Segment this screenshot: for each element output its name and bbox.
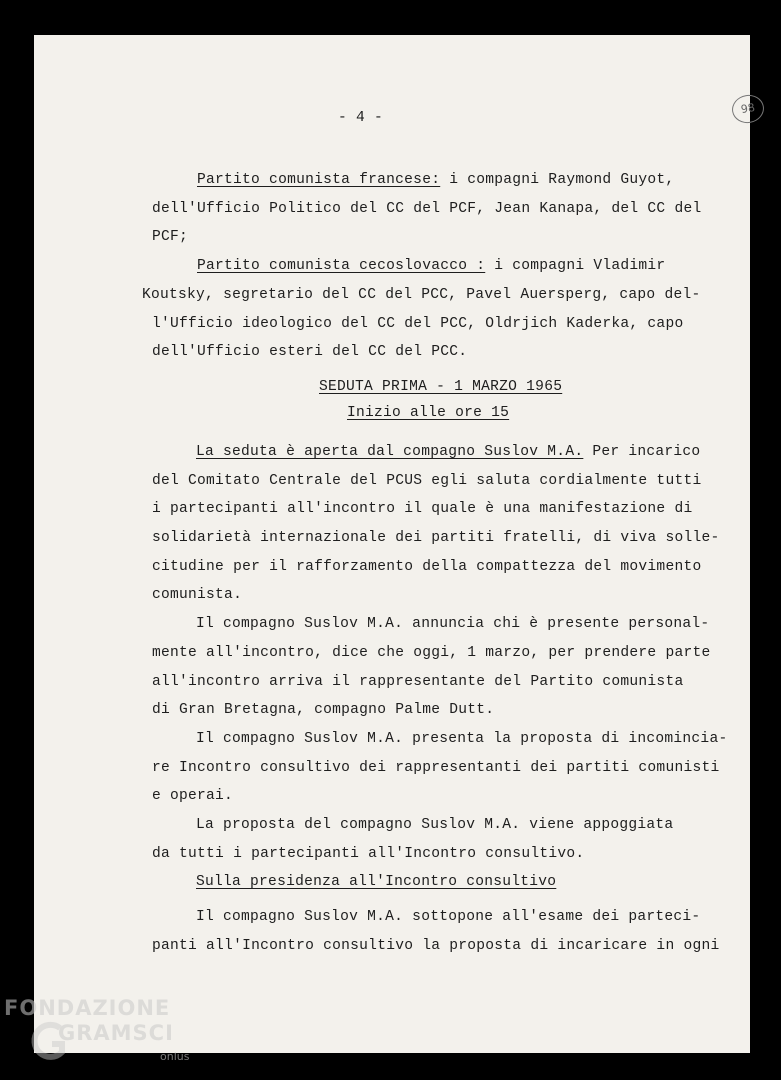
watermark-line3: onlus xyxy=(160,1050,190,1063)
text-line xyxy=(152,472,701,490)
text-line xyxy=(152,200,701,218)
text-line xyxy=(196,730,727,748)
watermark-logo xyxy=(4,996,204,1076)
watermark-line2: GRAMSCI xyxy=(58,1021,174,1045)
text-segment: Il compagno Suslov M.A. presenta la proposta di incomincia- xyxy=(196,731,728,747)
text-line xyxy=(152,644,710,662)
underlined-heading: Sulla presidenza all'Incontro consultivo xyxy=(196,874,557,890)
text-segment: dell'Ufficio Politico del CC del PCF, Jean Kanapa, del CC del xyxy=(152,201,702,217)
text-line xyxy=(196,873,556,891)
text-line xyxy=(152,343,467,361)
text-segment: La proposta del compagno Suslov M.A. viene appoggiata xyxy=(196,817,674,833)
text-line xyxy=(152,558,701,576)
text-segment: di Gran Bretagna, compagno Palme Dutt. xyxy=(152,702,495,718)
underlined-heading: La seduta è aperta dal compagno Suslov M.A. xyxy=(196,444,584,460)
text-segment: all'incontro arriva il rappresentante del Partito comunista xyxy=(152,674,684,690)
text-segment: Il compagno Suslov M.A. sottopone all'esame dei parteci- xyxy=(196,909,701,925)
text-segment: solidarietà internazionale dei partiti fratelli, di viva solle- xyxy=(152,530,720,546)
text-segment: i compagni Vladimir xyxy=(485,258,666,274)
text-line xyxy=(152,701,494,719)
text-segment: i partecipanti all'incontro il quale è una manifestazione di xyxy=(152,501,693,517)
text-segment: del Comitato Centrale del PCUS egli saluta cordialmente tutti xyxy=(152,473,702,489)
text-line xyxy=(152,937,719,955)
underlined-heading: Partito comunista francese: xyxy=(197,172,441,188)
text-line xyxy=(197,171,674,189)
watermark-line1: FONDAZIONE xyxy=(4,996,171,1020)
text-segment: citudine per il rafforzamento della compattezza del movimento xyxy=(152,559,702,575)
document-page xyxy=(34,35,756,1053)
text-line xyxy=(152,529,719,547)
text-segment: dell'Ufficio esteri del CC del PCC. xyxy=(152,344,468,360)
text-line xyxy=(152,586,242,604)
text-segment: e operai. xyxy=(152,788,234,804)
text-segment: comunista. xyxy=(152,587,243,603)
text-line xyxy=(196,615,709,633)
text-segment: Koutsky, segretario del CC del PCC, Pavel Auersperg, capo del- xyxy=(142,287,701,303)
text-segment: re Incontro consultivo dei rappresentanti dei partiti comunisti xyxy=(152,760,720,776)
underlined-heading: Inizio alle ore 15 xyxy=(347,405,510,421)
text-line xyxy=(152,228,188,246)
text-line xyxy=(196,443,700,461)
text-segment: PCF; xyxy=(152,229,189,245)
text-segment: Il compagno Suslov M.A. annuncia chi è presente personal- xyxy=(196,616,710,632)
underlined-heading: SEDUTA PRIMA - 1 MARZO 1965 xyxy=(319,379,563,395)
text-line xyxy=(196,908,700,926)
text-line xyxy=(152,500,692,518)
page-number: - 4 - xyxy=(338,110,384,126)
text-line xyxy=(319,378,562,396)
text-line xyxy=(152,787,233,805)
text-segment: l'Ufficio ideologico del CC del PCC, Oldrjich Kaderka, capo xyxy=(152,316,684,332)
text-line xyxy=(152,759,719,777)
text-line xyxy=(152,315,683,333)
underlined-heading: Partito comunista cecoslovacco : xyxy=(197,258,486,274)
text-line xyxy=(197,257,665,275)
text-line xyxy=(142,286,700,304)
text-segment: panti all'Incontro consultivo la proposta di incaricare in ogni xyxy=(152,938,720,954)
text-segment: i compagni Raymond Guyot, xyxy=(440,172,675,188)
text-segment: da tutti i partecipanti all'Incontro consultivo. xyxy=(152,846,585,862)
text-line xyxy=(347,404,509,422)
text-segment: Per incarico xyxy=(583,444,701,460)
text-line xyxy=(196,816,673,834)
text-line xyxy=(152,673,683,691)
text-line xyxy=(152,845,584,863)
text-segment: mente all'incontro, dice che oggi, 1 marzo, per prendere parte xyxy=(152,645,711,661)
archive-stamp: 98 xyxy=(730,92,766,125)
